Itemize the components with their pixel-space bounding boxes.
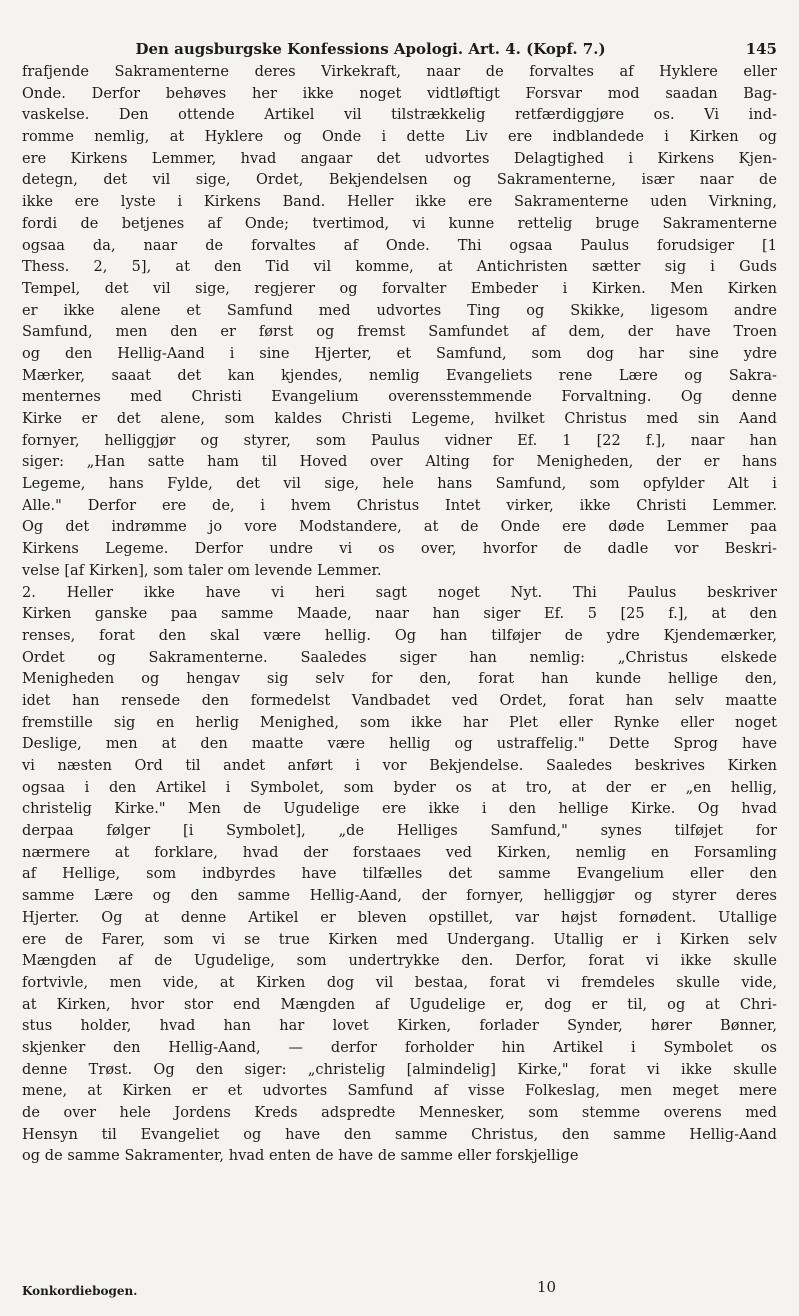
text-line: ere de Farer, som vi se true Kirken med Undergang. Utallig er i Kirken selv — [22, 931, 777, 948]
text-line: Alle." Derfor ere de, i hvem Christus Intet virker, ikke Christi Lemmer. — [22, 497, 777, 514]
running-head — [24, 40, 777, 62]
text-line: ogsaa i den Artikel i Symbolet, som byder os at tro, at der er „en hellig, — [22, 779, 777, 796]
text-line: Deslige, men at den maatte være hellig og ustraffelig." Dette Sprog have — [22, 736, 777, 753]
text-line: 2. Heller ikke have vi heri sagt noget Nyt. Thi Paulus beskriver — [22, 584, 777, 601]
page-number: 145 — [745, 40, 777, 58]
text-line: samme Lære og den samme Hellig-Aand, der fornyer, helliggjør og styrer deres — [22, 888, 777, 905]
text-line: Thess. 2, 5], at den Tid vil komme, at Antichristen sætter sig i Guds — [22, 259, 777, 276]
running-title: Den augsburgske Konfessions Apologi. Art. 4. (Kopf. 7.) — [135, 40, 606, 58]
text-line: velse [af Kirken], som taler om levende Lemmer. — [22, 562, 382, 579]
text-line: denne Trøst. Og den siger: „christelig [almindelig] Kirke," forat vi ikke skulle — [22, 1061, 777, 1078]
text-line: skjenker den Hellig-Aand, — derfor forholder hin Artikel i Symbolet os — [22, 1039, 777, 1056]
text-line: Hjerter. Og at denne Artikel er bleven opstillet, var højst fornødent. Utallige — [22, 909, 777, 926]
text-line: af Hellige, som indbyrdes have tilfælles det samme Evangelium eller den — [22, 866, 777, 883]
text-line: og den Hellig-Aand i sine Hjerter, et Samfund, som dog har sine ydre — [22, 345, 777, 362]
text-line: er ikke alene et Samfund med udvortes Ting og Skikke, ligesom andre — [22, 302, 777, 319]
text-line: mene, at Kirken er et udvortes Samfund af visse Folkeslag, men meget mere — [22, 1083, 777, 1100]
text-line: ikke ere lyste i Kirkens Band. Heller ikke ere Sakramenterne uden Virkning, — [22, 194, 777, 211]
text-line: Samfund, men den er først og fremst Samfundet af dem, der have Troen — [22, 324, 777, 341]
text-line: siger: „Han satte ham til Hoved over Alting for Menigheden, der er hans — [22, 454, 777, 471]
text-line: Kirke er det alene, som kaldes Christi Legeme, hvilket Christus med sin Aand — [22, 411, 777, 427]
text-line: detegn, det vil sige, Ordet, Bekjendelsen og Sakramenterne, især naar de — [22, 172, 777, 189]
signature-number: 10 — [537, 1278, 557, 1296]
text-line: romme nemlig, at Hyklere og Onde i dette Liv ere indblandede i Kirken og — [22, 129, 777, 146]
text-line: ogsaa da, naar de forvaltes af Onde. Thi ogsaa Paulus forudsiger [1 — [22, 237, 777, 254]
signature-label: Konkordiebogen. — [22, 1284, 138, 1298]
text-line: Tempel, det vil sige, regjerer og forvalter Embeder i Kirken. Men Kirken — [22, 280, 777, 297]
text-line: idet han rensede den formedelst Vandbadet ved Ordet, forat han selv maatte — [22, 692, 777, 709]
text-line: menternes med Christi Evangelium overensstemmende Forvaltning. Og denne — [22, 389, 777, 406]
text-line: renses, forat den skal være hellig. Og han tilføjer de ydre Kjendemærker, — [22, 627, 777, 644]
page-footer — [22, 1278, 777, 1302]
text-line: Menigheden og hengav sig selv for den, forat han kunde hellige den, — [22, 671, 777, 688]
text-line: Mærker, saaat det kan kjendes, nemlig Evangeliets rene Lære og Sakra- — [22, 367, 777, 384]
text-line: nærmere at forklare, hvad der forstaaes ved Kirken, nemlig en Forsamling — [22, 844, 777, 861]
text-line: Ordet og Sakramenterne. Saaledes siger han nemlig: „Christus elskede — [22, 649, 777, 666]
text-line: stus holder, hvad han har lovet Kirken, forlader Synder, hører Bønner, — [22, 1018, 777, 1035]
text-line: frafjende Sakramenterne deres Virkekraft, naar de forvaltes af Hyklere eller — [22, 64, 777, 80]
text-line: fornyer, helliggjør og styrer, som Paulus vidner Ef. 1 [22 f.], naar han — [22, 432, 777, 449]
text-line: Og det indrømme jo vore Modstandere, at de Onde ere døde Lemmer paa — [22, 519, 777, 536]
text-line: ere Kirkens Lemmer, hvad angaar det udvortes Delagtighed i Kirkens Kjen- — [22, 150, 777, 167]
text-line: at Kirken, hvor stor end Mængden af Ugudelige er, dog er til, og at Chri- — [22, 996, 777, 1013]
body-text — [22, 62, 777, 1168]
text-line: Legeme, hans Fylde, det vil sige, hele hans Samfund, som opfylder Alt i — [22, 476, 777, 493]
text-line: christelig Kirke." Men de Ugudelige ere ikke i den hellige Kirke. Og hvad — [22, 801, 777, 818]
text-line: Kirkens Legeme. Derfor undre vi os over, hvorfor de dadle vor Beskri- — [22, 541, 777, 558]
text-line: de over hele Jordens Kreds adspredte Mennesker, som stemme overens med — [22, 1105, 777, 1121]
text-line: Hensyn til Evangeliet og have den samme Christus, den samme Hellig-Aand — [22, 1126, 777, 1143]
text-line: fortvivle, men vide, at Kirken dog vil bestaa, forat vi fremdeles skulle vide, — [22, 974, 777, 991]
text-line: vaskelse. Den ottende Artikel vil tilstrækkelig retfærdiggjøre os. Vi ind- — [22, 107, 777, 124]
text-line: Kirken ganske paa samme Maade, naar han siger Ef. 5 [25 f.], at den — [22, 606, 777, 623]
text-line: fordi de betjenes af Onde; tvertimod, vi kunne rettelig bruge Sakramenterne — [22, 215, 777, 232]
text-line: Mængden af de Ugudelige, som undertrykke den. Derfor, forat vi ikke skulle — [22, 953, 777, 970]
text-line: derpaa følger [i Symbolet], „de Helliges Samfund," synes tilføjet for — [22, 823, 777, 840]
text-line: vi næsten Ord til andet anført i vor Bekjendelse. Saaledes beskrives Kirken — [22, 758, 777, 774]
text-line: og de samme Sakramenter, hvad enten de have de samme eller forskjellige — [22, 1148, 579, 1165]
text-line: fremstille sig en herlig Menighed, som ikke har Plet eller Rynke eller noget — [22, 714, 777, 731]
text-line: Onde. Derfor behøves her ikke noget vidtløftigt Forsvar mod saadan Bag- — [22, 85, 777, 102]
